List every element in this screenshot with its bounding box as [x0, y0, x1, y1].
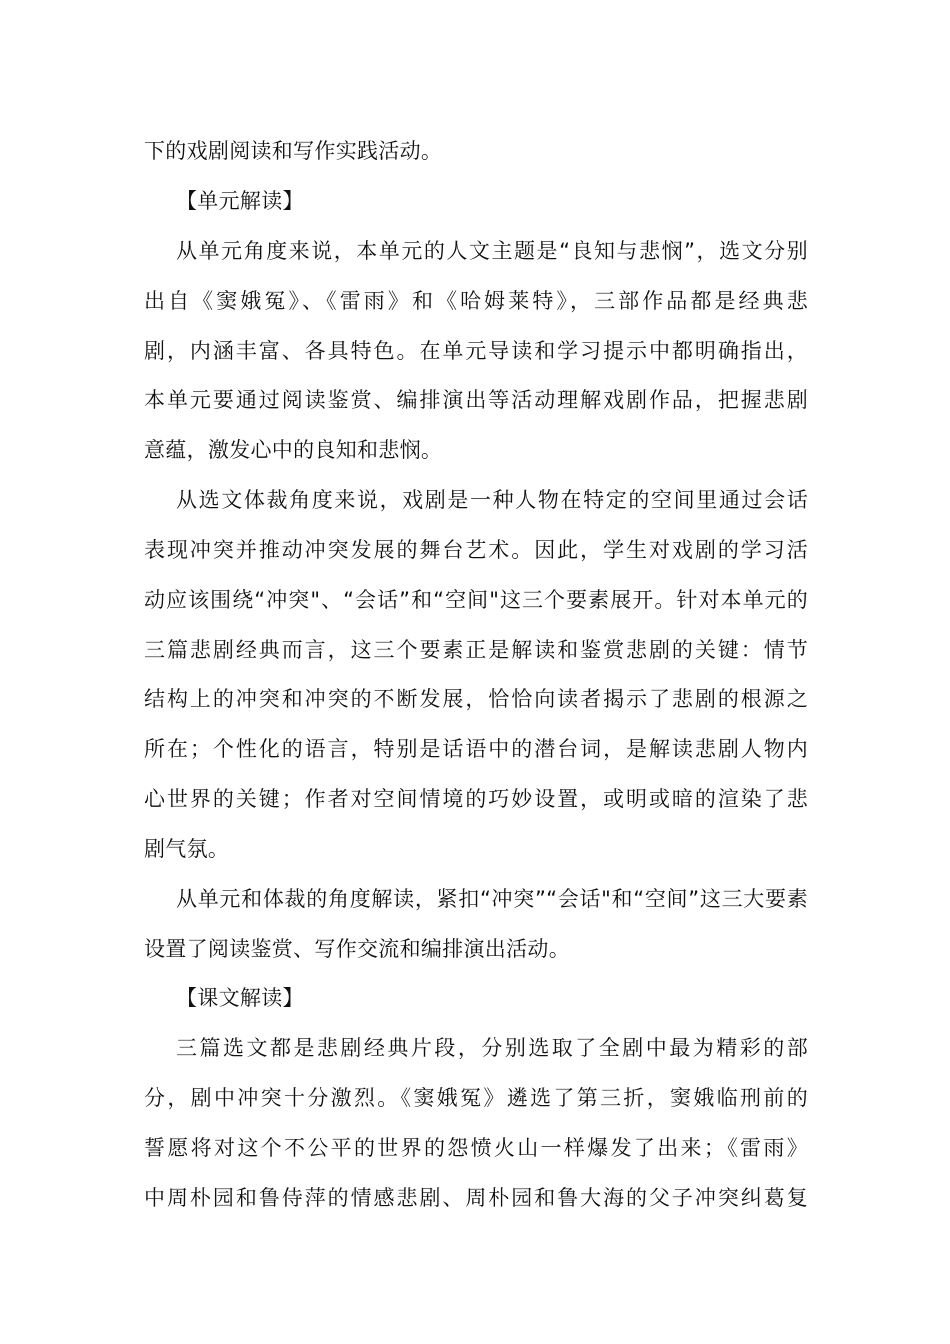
section-heading-text: 【课文解读】 — [176, 986, 304, 1010]
paragraph-line: 意蕴，激发心中的良知和悲悯。 — [144, 438, 443, 462]
paragraph-line: 表现冲突并推动冲突发展的舞台艺术。因此，学生对戏剧的学习活 — [144, 538, 808, 562]
paragraph-line: 设置了阅读鉴赏、写作交流和编排演出活动。 — [144, 937, 570, 961]
paragraph-line: 三篇选文都是悲剧经典片段，分别选取了全剧中最为精彩的部 — [176, 1036, 808, 1060]
section-heading-unit: 【单元解读】 — [176, 189, 304, 213]
paragraph-line: 从单元和体裁的角度解读，紧扣“冲突”“会话"和“空间”这三大要素 — [176, 887, 808, 911]
paragraph-line: 从单元角度来说，本单元的人文主题是“良知与悲悯”，选文分别 — [176, 239, 808, 263]
paragraph-line: 分，剧中冲突十分激烈。《窦娥冤》遴选了第三折，窦娥临刑前的 — [144, 1086, 808, 1110]
paragraph-line: 剧气氛。 — [144, 837, 230, 861]
paragraph-line: 下的戏剧阅读和写作实践活动。 — [144, 139, 443, 163]
paragraph-line: 心世界的关键；作者对空间情境的巧妙设置，或明或暗的渲染了悲 — [144, 787, 808, 811]
paragraph-line: 三篇悲剧经典而言，这三个要素正是解读和鉴赏悲剧的关键：情节 — [144, 638, 808, 662]
paragraph-line: 动应该围绕“冲突"、“会话”和“空间"这三个要素展开。针对本单元的 — [144, 588, 808, 612]
paragraph-line: 所在；个性化的语言，特别是话语中的潜台词，是解读悲剧人物内 — [144, 737, 808, 761]
paragraph-line: 剧，内涵丰富、各具特色。在单元导读和学习提示中都明确指出， — [144, 339, 808, 363]
paragraph-line: 结构上的冲突和冲突的不断发展，恰恰向读者揭示了悲剧的根源之 — [144, 687, 808, 711]
paragraph-line: 从选文体裁角度来说，戏剧是一种人物在特定的空间里通过会话 — [176, 488, 808, 512]
paragraph-line: 中周朴园和鲁侍萍的情感悲剧、周朴园和鲁大海的父子冲突纠葛复 — [144, 1186, 808, 1210]
paragraph-line: 誓愿将对这个不公平的世界的怨愤火山一样爆发了出来；《雷雨》 — [144, 1136, 808, 1160]
paragraph-line: 出自《窦娥冤》、《雷雨》和《哈姆莱特》，三部作品都是经典悲 — [144, 289, 808, 313]
paragraph-line: 本单元要通过阅读鉴赏、编排演出等活动理解戏剧作品，把握悲剧 — [144, 388, 808, 412]
